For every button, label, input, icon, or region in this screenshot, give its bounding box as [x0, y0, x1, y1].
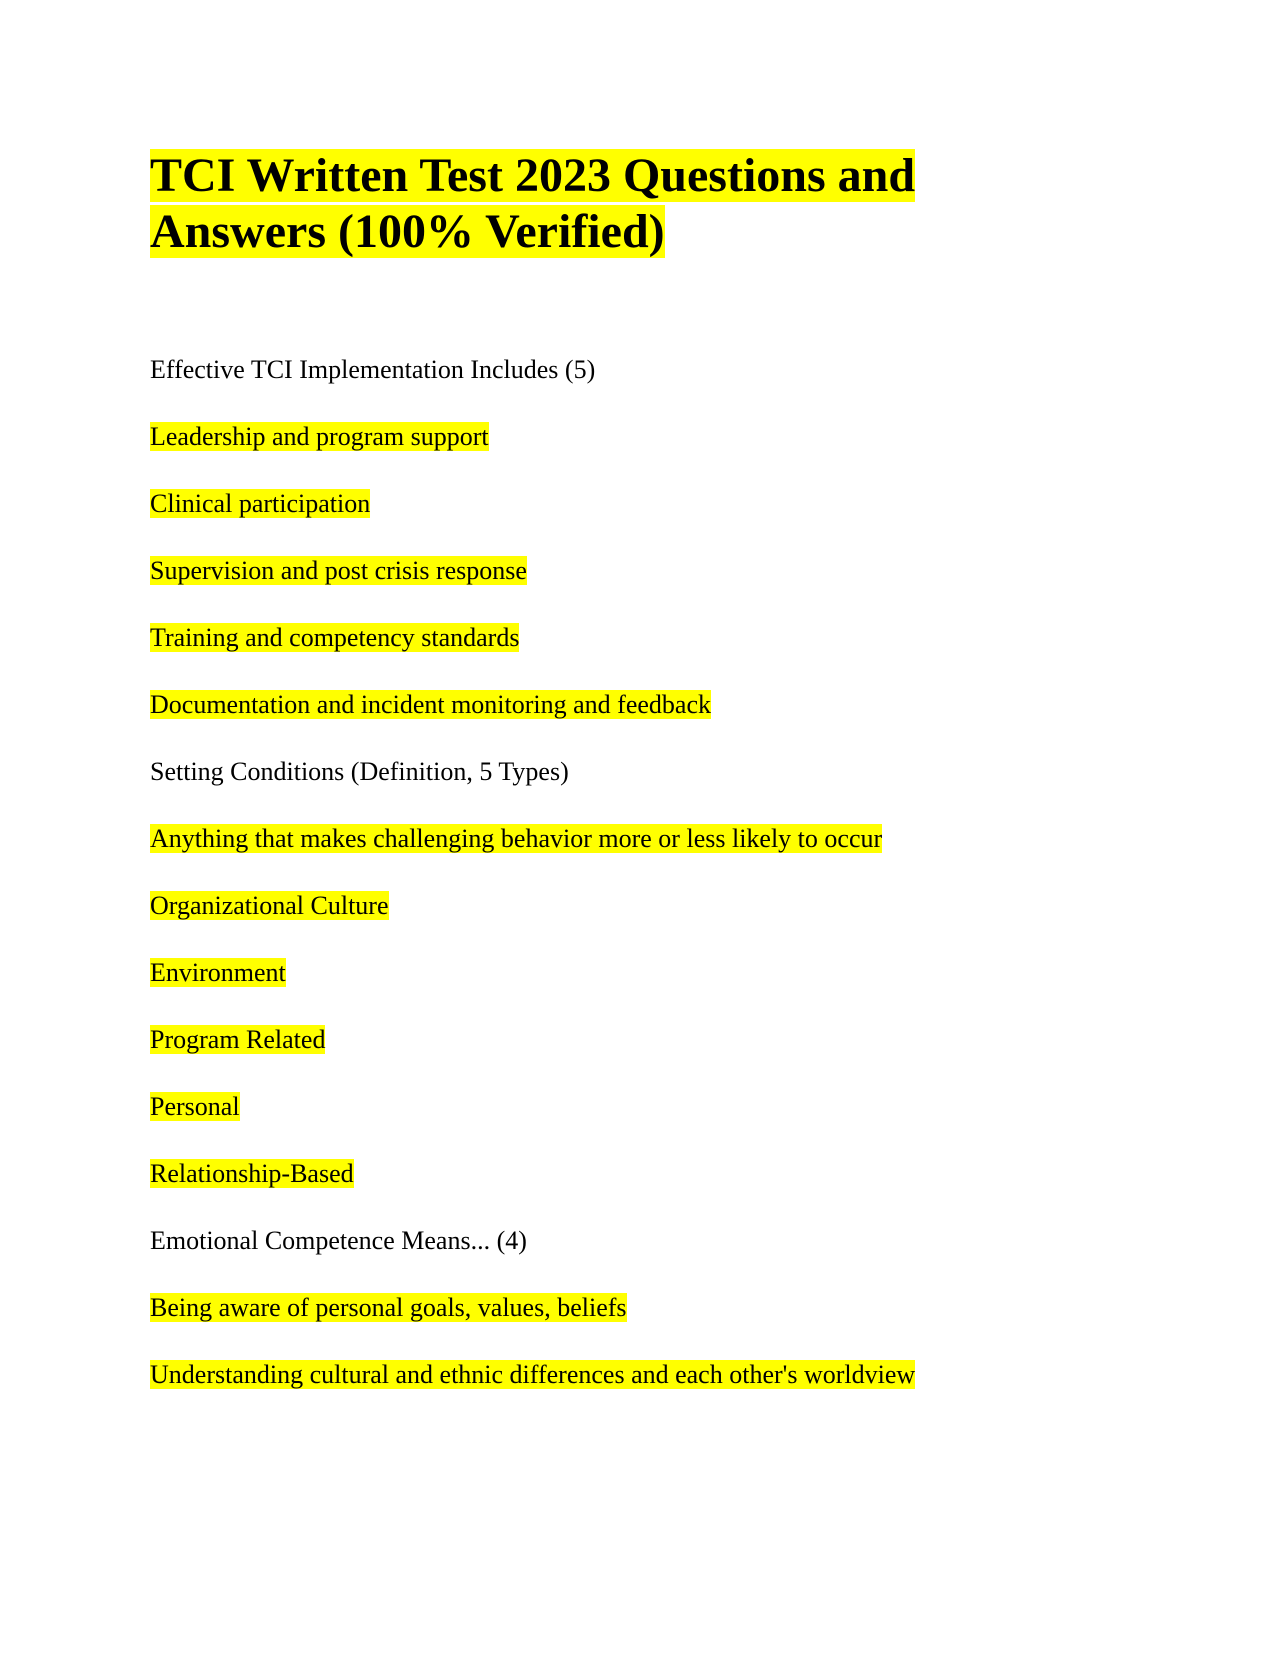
answer-line: Environment	[150, 958, 286, 987]
question-line: Effective TCI Implementation Includes (5)	[150, 355, 596, 384]
answer-line: Program Related	[150, 1025, 326, 1054]
answer-line: Anything that makes challenging behavior more or less likely to occur	[150, 824, 883, 853]
title-line-1: TCI Written Test 2023 Questions and	[150, 149, 916, 202]
answer-line: Personal	[150, 1092, 240, 1121]
answer-line: Documentation and incident monitoring and feedback	[150, 690, 711, 719]
answer-line: Supervision and post crisis response	[150, 556, 527, 585]
answer-line: Leadership and program support	[150, 422, 489, 451]
answer-line: Being aware of personal goals, values, beliefs	[150, 1293, 627, 1322]
qa-list	[150, 354, 1200, 1426]
answer-line: Training and competency standards	[150, 623, 520, 652]
answer-line: Clinical participation	[150, 489, 371, 518]
question-line: Emotional Competence Means... (4)	[150, 1226, 527, 1255]
question-line: Setting Conditions (Definition, 5 Types)	[150, 757, 569, 786]
title-line-2: Answers (100% Verified)	[150, 205, 665, 258]
document-title	[150, 148, 915, 260]
answer-line: Understanding cultural and ethnic differences and each other's worldview	[150, 1360, 916, 1389]
answer-line: Relationship-Based	[150, 1159, 354, 1188]
answer-line: Organizational Culture	[150, 891, 389, 920]
